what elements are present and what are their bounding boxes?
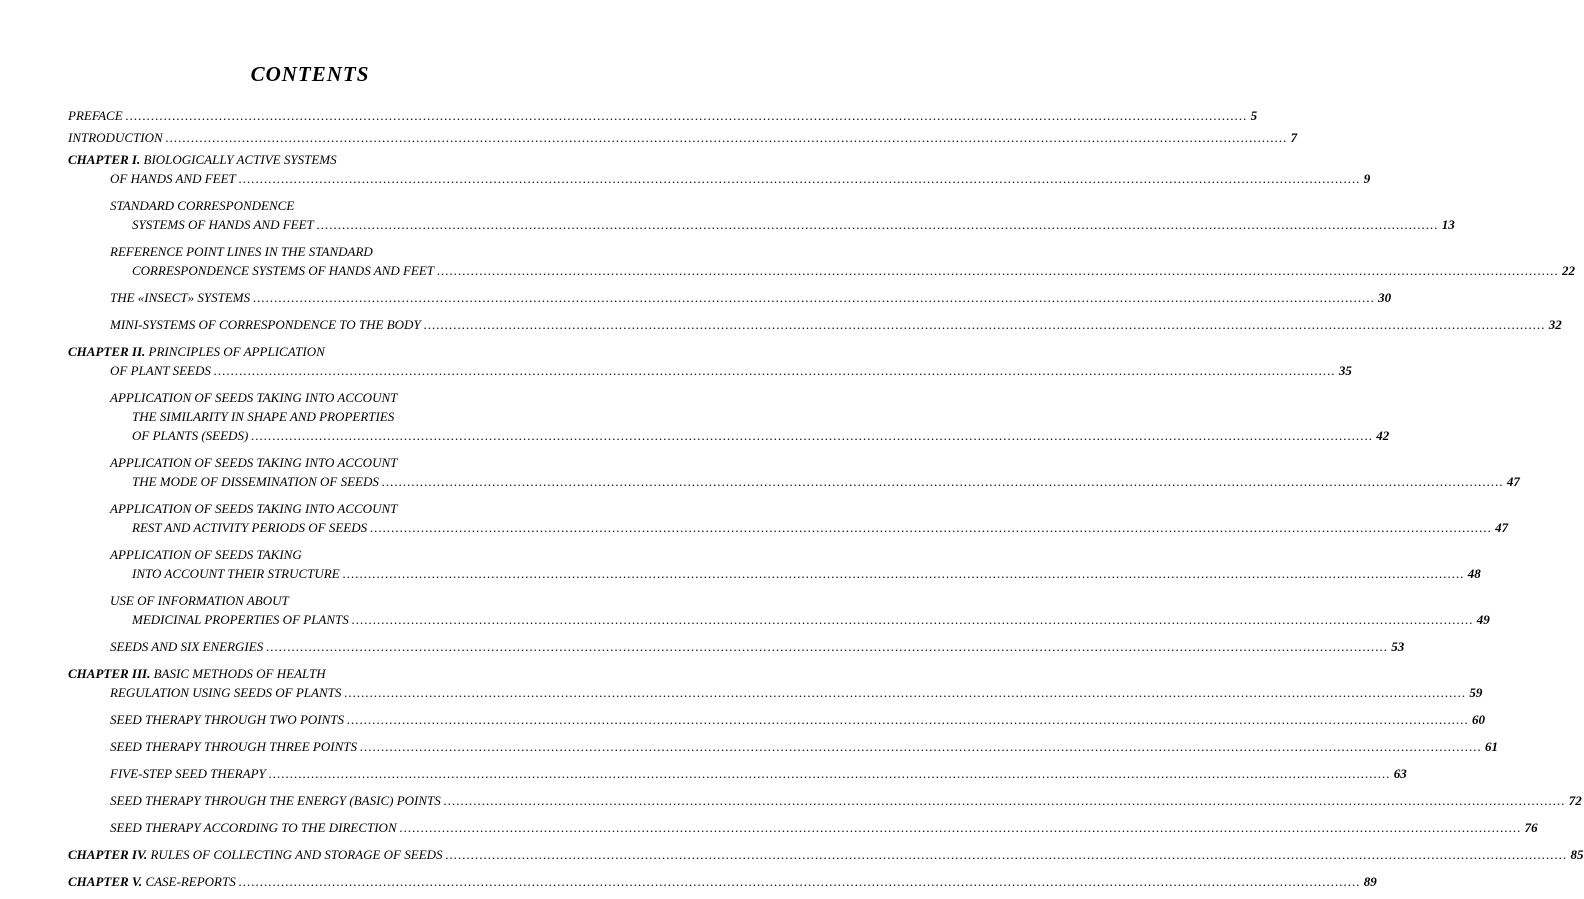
toc-entry-text: RULES OF COLLECTING AND STORAGE OF SEEDS <box>150 847 443 862</box>
page-number: 47 <box>1506 474 1520 489</box>
toc-entry-text: REFERENCE POINT LINES IN THE STANDARD <box>110 244 373 259</box>
toc-entry[interactable] <box>68 388 1390 445</box>
toc-entry[interactable] <box>68 315 1562 334</box>
page-number: 63 <box>1393 766 1407 781</box>
toc-entry-text: THE «INSECT» SYSTEMS <box>110 290 251 305</box>
toc-entry-text: PRINCIPLES OF APPLICATION <box>148 344 325 359</box>
toc-entry-text: APPLICATION OF SEEDS TAKING INTO ACCOUNT <box>110 501 398 516</box>
page-number: 49 <box>1476 612 1490 627</box>
toc-entry-text: SYSTEMS OF HANDS AND FEET <box>132 217 314 232</box>
toc-entry-text: CORRESPONDENCE SYSTEMS OF HANDS AND FEET <box>132 263 435 278</box>
dot-leader <box>266 639 1388 654</box>
toc-entry-text: INTRODUCTION <box>68 130 163 145</box>
page-number: 42 <box>1376 428 1390 443</box>
toc-entry-text: SEEDS AND SIX ENERGIES <box>110 639 264 654</box>
page-number: 72 <box>1568 793 1582 808</box>
toc-entry-text: PREFACE <box>68 108 123 123</box>
dot-leader <box>251 428 1373 443</box>
toc-entry[interactable] <box>68 710 1485 729</box>
toc-entry[interactable] <box>68 453 1520 491</box>
dot-leader <box>400 820 1522 835</box>
dot-leader <box>239 874 1361 889</box>
dot-leader <box>382 474 1504 489</box>
toc-entry-text: FIVE-STEP SEED THERAPY <box>110 766 266 781</box>
toc-entry-text: APPLICATION OF SEEDS TAKING INTO ACCOUNT <box>110 390 398 405</box>
toc-entry[interactable] <box>68 128 1298 147</box>
toc-entry-text: BASIC METHODS OF HEALTH <box>153 666 326 681</box>
toc-entry[interactable] <box>68 242 1576 280</box>
page-number: 85 <box>1570 847 1584 862</box>
page-number: 13 <box>1441 217 1455 232</box>
dot-leader <box>343 566 1465 581</box>
dot-leader <box>269 766 1391 781</box>
toc-entry-text: INTO ACCOUNT THEIR STRUCTURE <box>132 566 340 581</box>
toc-entry[interactable] <box>68 288 1392 307</box>
toc-entry-text: APPLICATION OF SEEDS TAKING INTO ACCOUNT <box>110 455 398 470</box>
page-number: 5 <box>1250 108 1258 123</box>
toc-entry-text: SEED THERAPY THROUGH THE ENERGY (BASIC) POINTS <box>110 793 441 808</box>
page-number: 60 <box>1472 712 1485 727</box>
toc-entry-text: OF PLANTS (SEEDS) <box>132 428 249 443</box>
chapter-label: CHAPTER V. <box>68 874 143 889</box>
page-number: 35 <box>1338 363 1352 378</box>
page-number: 59 <box>1469 685 1483 700</box>
chapter-label: CHAPTER I. <box>68 152 141 167</box>
dot-leader <box>370 520 1492 535</box>
dot-leader <box>444 793 1566 808</box>
page-number: 48 <box>1467 566 1481 581</box>
dot-leader <box>239 171 1361 186</box>
toc-entry[interactable] <box>68 545 1481 583</box>
toc-entry-text: SEED THERAPY ACCORDING TO THE DIRECTION <box>110 820 397 835</box>
toc-entry-text: STANDARD CORRESPONDENCE <box>110 198 295 213</box>
page-number: 89 <box>1363 874 1377 889</box>
toc-entry-text: OF PLANT SEEDS <box>110 363 211 378</box>
toc-entry-text: SEED THERAPY THROUGH TWO POINTS <box>110 712 344 727</box>
toc-entry-text: THE SIMILARITY IN SHAPE AND PROPERTIES <box>132 409 395 424</box>
chapter-label: CHAPTER III. <box>68 666 151 681</box>
dot-leader <box>344 685 1466 700</box>
toc-entry-text: OF HANDS AND FEET <box>110 171 236 186</box>
dot-leader <box>166 130 1288 145</box>
toc-entry[interactable] <box>68 499 1509 537</box>
toc-chapter-entry[interactable] <box>68 845 1584 864</box>
page-number: 7 <box>1290 130 1298 145</box>
page-number: 47 <box>1495 520 1509 535</box>
dot-leader <box>126 108 1248 123</box>
toc-entry-text: USE OF INFORMATION ABOUT <box>110 593 289 608</box>
toc-entry-text: BIOLOGICALLY ACTIVE SYSTEMS <box>143 152 337 167</box>
toc-entry[interactable] <box>68 637 1405 656</box>
toc-entry-text: SEED THERAPY THROUGH THREE POINTS <box>110 739 357 754</box>
chapter-label: CHAPTER II. <box>68 344 146 359</box>
toc-entry[interactable] <box>68 818 1538 837</box>
toc-entry[interactable] <box>68 791 1582 810</box>
dot-leader <box>347 712 1469 727</box>
dot-leader <box>360 739 1482 754</box>
toc-entry-text: THE MODE OF DISSEMINATION OF SEEDS <box>132 474 379 489</box>
toc-entry-text: MEDICINAL PROPERTIES OF PLANTS <box>132 612 349 627</box>
page-number: 32 <box>1548 317 1562 332</box>
page-number: 22 <box>1562 263 1576 278</box>
page-title: CONTENTS <box>250 62 370 86</box>
chapter-label: CHAPTER IV. <box>68 847 148 862</box>
toc-entry-text: MINI-SYSTEMS OF CORRESPONDENCE TO THE BODY <box>110 317 421 332</box>
toc-entry-text: REGULATION USING SEEDS OF PLANTS <box>110 685 342 700</box>
page-number: 30 <box>1378 290 1392 305</box>
dot-leader <box>446 847 1568 862</box>
toc-chapter-entry[interactable] <box>68 150 1371 188</box>
dot-leader <box>317 217 1439 232</box>
dot-leader <box>437 263 1559 278</box>
toc-entry[interactable] <box>68 591 1490 629</box>
toc-entry[interactable] <box>68 106 1258 125</box>
toc-entry-text: APPLICATION OF SEEDS TAKING <box>110 547 302 562</box>
toc-chapter-entry[interactable] <box>68 342 1352 380</box>
dot-leader <box>214 363 1336 378</box>
toc-entry-text: REST AND ACTIVITY PERIODS OF SEEDS <box>132 520 368 535</box>
page-number: 76 <box>1524 820 1538 835</box>
toc-entry[interactable] <box>68 764 1407 783</box>
table-of-contents <box>68 106 1584 899</box>
toc-entry[interactable] <box>68 737 1498 756</box>
dot-leader <box>424 317 1546 332</box>
toc-entry-text: CASE-REPORTS <box>145 874 236 889</box>
toc-chapter-entry[interactable] <box>68 664 1483 702</box>
page-number: 61 <box>1485 739 1498 754</box>
dot-leader <box>253 290 1375 305</box>
toc-chapter-entry[interactable] <box>68 872 1377 891</box>
dot-leader <box>352 612 1474 627</box>
page-number: 53 <box>1391 639 1405 654</box>
page-number: 9 <box>1363 171 1371 186</box>
toc-entry[interactable] <box>68 196 1455 234</box>
